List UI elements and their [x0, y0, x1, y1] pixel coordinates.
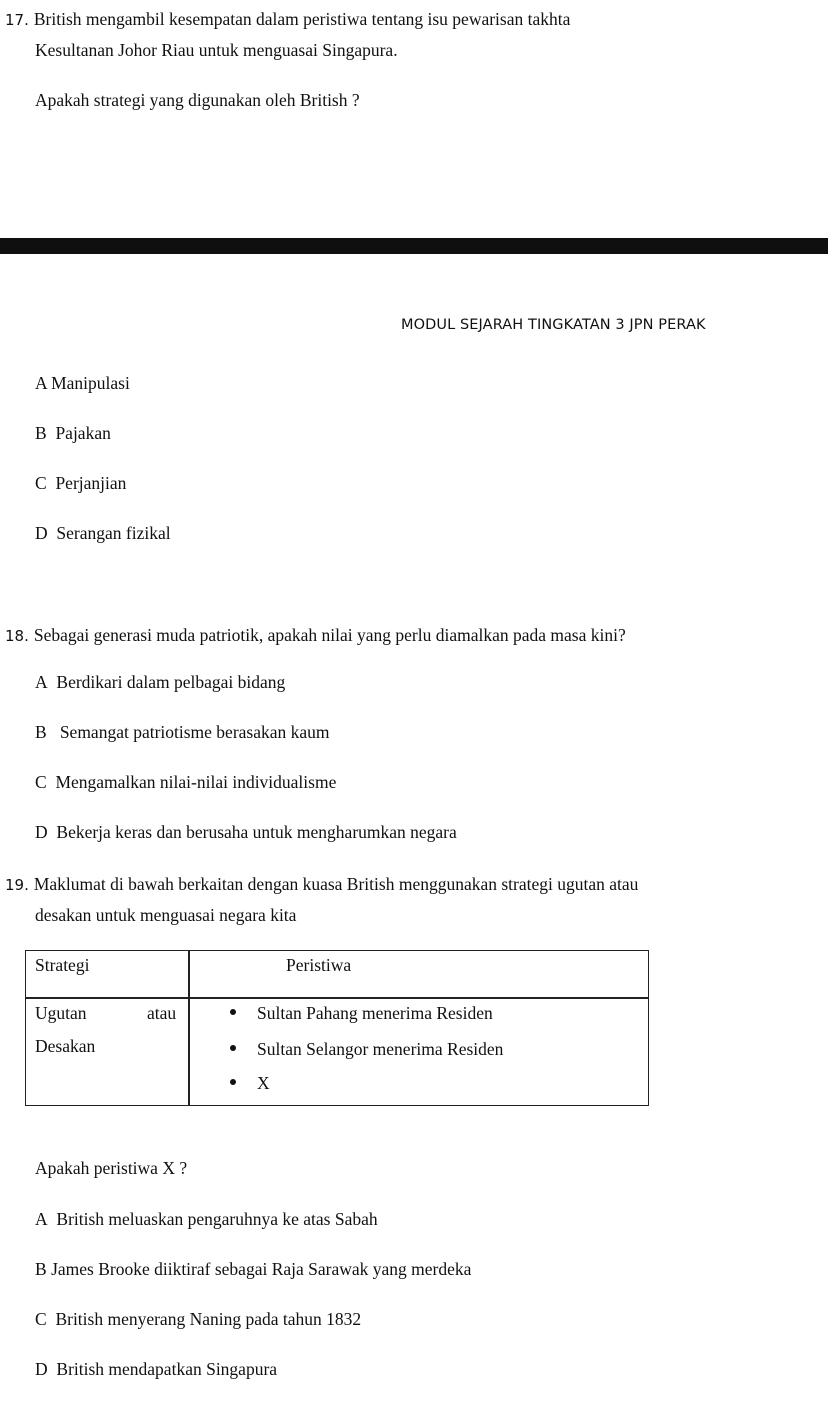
option-text: Manipulasi	[51, 373, 130, 393]
q17-question: Apakah strategi yang digunakan oleh British ?	[35, 90, 360, 110]
option-letter: D	[35, 822, 48, 842]
q17-option-a	[35, 373, 130, 393]
q19-stem-text-1: Maklumat di bawah berkaitan dengan kuasa British menggunakan strategi ugutan atau	[33, 874, 639, 894]
option-text: Bekerja keras dan berusaha untuk mengharumkan negara	[56, 822, 457, 842]
q19-number: 19.	[5, 876, 29, 894]
q18-number: 18.	[5, 627, 29, 645]
option-letter: A	[35, 1209, 48, 1229]
q17-stem-line2: Kesultanan Johor Riau untuk menguasai Singapura.	[35, 40, 398, 60]
option-letter: D	[35, 1359, 48, 1379]
option-text: British menyerang Naning pada tahun 1832	[55, 1309, 362, 1329]
option-text: Perjanjian	[55, 473, 127, 493]
bullet-icon	[230, 1045, 236, 1051]
option-text: Serangan fizikal	[56, 523, 171, 543]
q17-option-b	[35, 423, 111, 443]
q17-option-d	[35, 523, 171, 543]
option-letter: C	[35, 473, 47, 493]
q17-number: 17.	[5, 11, 29, 29]
strategy-word-ugutan: Ugutan	[35, 1003, 87, 1023]
option-letter: A	[35, 373, 47, 393]
option-letter: A	[35, 672, 48, 692]
option-text: British mendapatkan Singapura	[56, 1359, 278, 1379]
bullet-icon	[230, 1009, 236, 1015]
strategy-word-desakan: Desakan	[35, 1036, 96, 1056]
table-column-divider	[188, 951, 190, 1105]
q18-option-b	[35, 722, 330, 742]
q19-stem-line2: desakan untuk menguasai negara kita	[35, 905, 297, 925]
option-letter: D	[35, 523, 48, 543]
q18-option-a	[35, 672, 285, 692]
option-text: Berdikari dalam pelbagai bidang	[56, 672, 286, 692]
strategy-table	[25, 950, 649, 1106]
strategy-word-atau: atau	[147, 1003, 177, 1023]
page-header: MODUL SEJARAH TINGKATAN 3 JPN PERAK	[401, 317, 706, 333]
option-letter: B	[35, 1259, 47, 1279]
bullet-icon	[230, 1079, 236, 1085]
q17-option-c	[35, 473, 126, 493]
table-event-3: X	[257, 1073, 270, 1093]
table-header-peristiwa: Peristiwa	[286, 955, 352, 975]
option-letter: B	[35, 722, 47, 742]
option-letter: C	[35, 772, 47, 792]
q17-stem-line1	[5, 9, 570, 30]
option-text: Semangat patriotisme berasakan kaum	[59, 722, 330, 742]
q19-stem-line1	[5, 874, 638, 895]
option-text: Pajakan	[55, 423, 111, 443]
q18-option-c	[35, 772, 336, 792]
q19-option-a	[35, 1209, 378, 1229]
option-text: James Brooke diiktiraf sebagai Raja Sarawak yang merdeka	[51, 1259, 472, 1279]
q17-stem-text-1: British mengambil kesempatan dalam peristiwa tentang isu pewarisan takhta	[33, 9, 571, 29]
q19-option-b	[35, 1259, 471, 1279]
q19-option-d	[35, 1359, 277, 1379]
page-break-bar	[0, 238, 828, 254]
table-header-strategi: Strategi	[35, 955, 90, 975]
q19-question: Apakah peristiwa X ?	[35, 1158, 188, 1178]
q18-stem-text: Sebagai generasi muda patriotik, apakah nilai yang perlu diamalkan pada masa kini?	[33, 625, 626, 645]
option-text: Mengamalkan nilai-nilai individualisme	[55, 772, 337, 792]
option-letter: C	[35, 1309, 47, 1329]
q18-option-d	[35, 822, 457, 842]
option-text: British meluaskan pengaruhnya ke atas Sabah	[56, 1209, 378, 1229]
q18-stem	[5, 625, 626, 646]
table-event-2: Sultan Selangor menerima Residen	[257, 1039, 504, 1059]
q19-option-c	[35, 1309, 361, 1329]
option-letter: B	[35, 423, 47, 443]
table-header-divider	[26, 997, 648, 999]
table-event-1: Sultan Pahang menerima Residen	[257, 1003, 493, 1023]
